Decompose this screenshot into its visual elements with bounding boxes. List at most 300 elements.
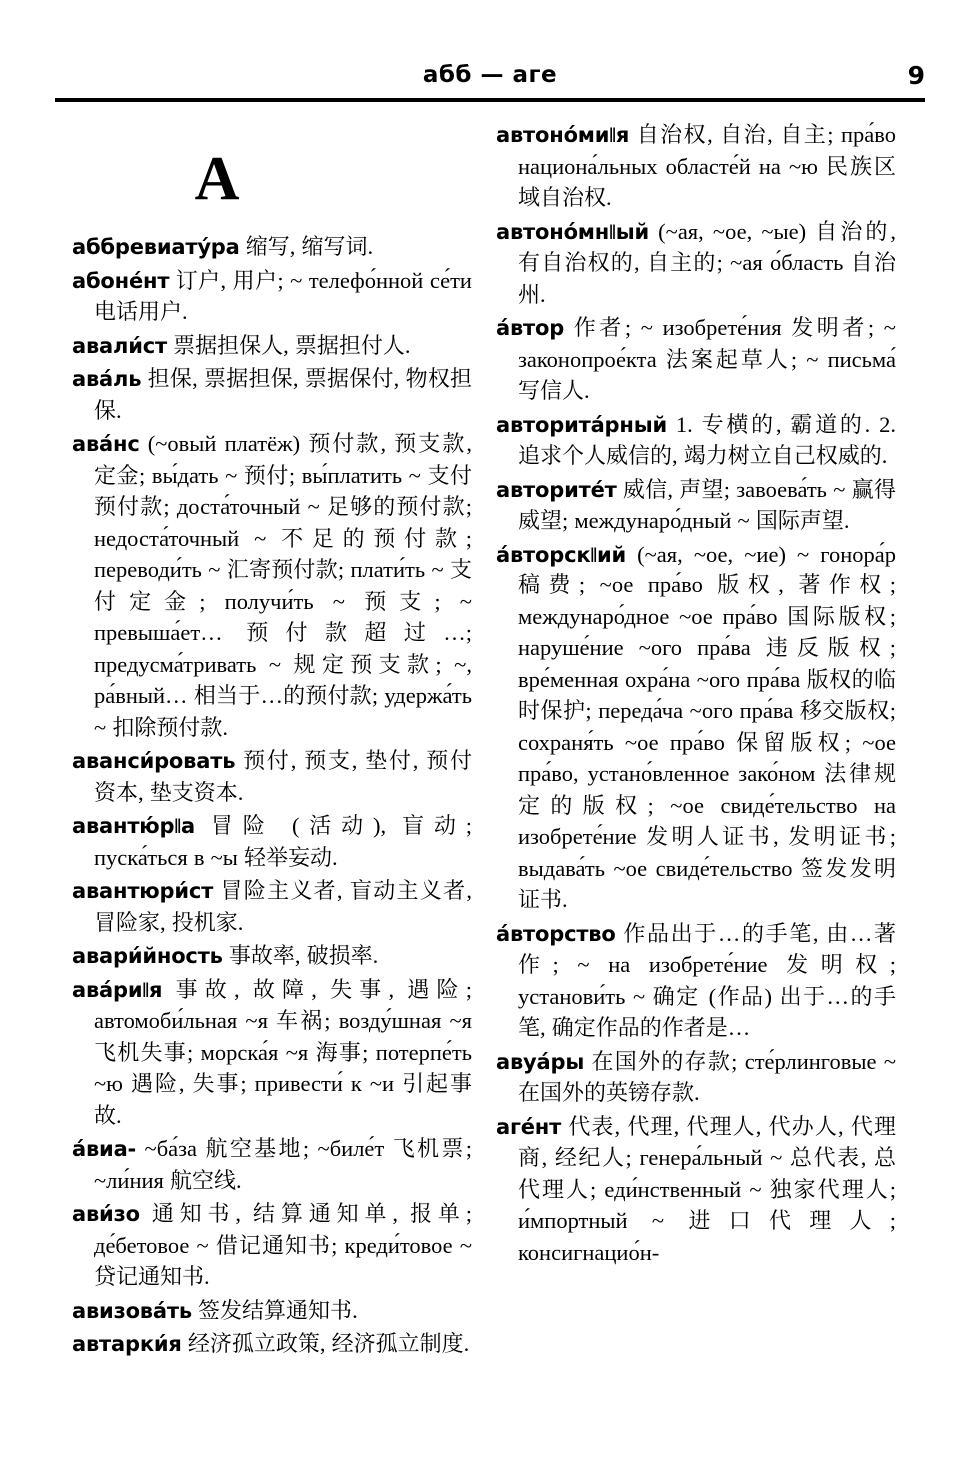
gloss-cn: 的预付款 — [282, 684, 372, 709]
gloss-cn: 作者 — [573, 316, 625, 341]
entry-headword: аге́нт — [496, 1114, 562, 1139]
gloss-ru: , — [138, 779, 150, 805]
gloss-cn: 代理 — [627, 1114, 674, 1140]
gloss-ru: , — [289, 234, 302, 259]
gloss-ru: ; креди́товое ~ — [331, 1232, 472, 1258]
gloss-ru: (~овый платёж) — [147, 431, 309, 456]
gloss-ru: ; доста́точный ~ — [163, 494, 327, 519]
gloss-ru: , — [412, 748, 427, 773]
gloss-ru: ; установи́ть ~ — [518, 952, 896, 1009]
dictionary-entry — [72, 1296, 472, 1328]
dictionary-entry — [496, 919, 896, 1045]
gloss-ru: , — [466, 431, 472, 456]
gloss-cn: 航空基地 — [205, 1137, 303, 1162]
gloss-cn: 代理人 — [686, 1114, 756, 1140]
gloss-ru: ; наруше́ние ~ого пра́ва — [518, 603, 896, 660]
gloss-cn: 报单 — [410, 1202, 466, 1227]
gloss-ru: . 2. — [864, 411, 896, 437]
dictionary-entry — [72, 811, 472, 874]
gloss-cn: 保留版权 — [736, 730, 845, 756]
gloss-ru: ; ~биле́т — [302, 1136, 393, 1161]
gloss-cn: 签发结算通知书 — [198, 1298, 353, 1324]
gloss-ru: ), — [372, 813, 403, 838]
gloss-ru: ; вре́менная охра́на ~ого пра́ва — [518, 635, 896, 692]
gloss-ru: , — [773, 824, 789, 849]
gloss-cn: 汇寄预付款 — [226, 558, 338, 583]
gloss-cn: 预支 — [364, 589, 435, 615]
dictionary-entry — [496, 1047, 896, 1110]
gloss-cn: 破损率 — [306, 944, 373, 969]
gloss-cn: 经济孤立制度 — [331, 1332, 464, 1357]
gloss-ru: ; сохраня́ть ~ое пра́во — [518, 698, 896, 755]
gloss-cn: 飞机失事 — [94, 1040, 188, 1066]
gloss-cn: 发明人证书 — [646, 825, 774, 850]
dictionary-entry — [72, 941, 472, 973]
gloss-cn: 竭力树立自己权威的 — [683, 444, 882, 469]
letter-heading: А — [194, 145, 240, 213]
gloss-ru: , — [292, 366, 305, 391]
gloss-cn: 定金 — [94, 463, 139, 489]
gloss-ru: . — [463, 1331, 470, 1356]
gloss-cn: 票据保付 — [304, 367, 394, 392]
gloss-cn: 自主的 — [646, 251, 717, 276]
gloss-cn: 出于 — [779, 984, 827, 1010]
gloss-ru: ~ба́за — [144, 1136, 206, 1161]
gloss-cn: 票据担付人 — [294, 333, 405, 359]
gloss-ru: , — [755, 1113, 769, 1139]
gloss-ru: ; междунаро́дное ~ое пра́во — [518, 572, 896, 629]
dictionary-entry — [72, 746, 472, 809]
gloss-ru: , — [634, 250, 647, 275]
gloss-ru: ; ~ превыша́ет… — [94, 588, 472, 645]
entry-headword: автарки́я — [72, 1332, 182, 1356]
entry-headword: а́вторство — [496, 921, 616, 946]
gloss-ru: . — [606, 185, 612, 210]
gloss-cn: 总代理人 — [518, 1146, 896, 1203]
gloss-ru: , — [336, 878, 350, 903]
gloss-cn: 国际声望 — [755, 509, 844, 534]
entry-body — [94, 1201, 472, 1289]
gloss-ru: (~ая, ~ое, ~ые) — [658, 218, 816, 244]
gloss-ru: . — [116, 397, 122, 423]
entry-headword: ава́нс — [72, 432, 140, 456]
gloss-ru: ; ~ на изобрете́ние — [552, 952, 787, 977]
gloss-cn: 作品 — [716, 984, 765, 1010]
gloss-ru: ; ~ое пра́во — [578, 572, 718, 597]
gloss-ru: . — [367, 234, 374, 259]
gloss-ru: ; ~ изобрете́ния — [624, 315, 792, 340]
dictionary-entry — [72, 266, 472, 329]
gloss-ru: … — [849, 920, 873, 946]
gloss-ru: ; вы́дать ~ — [138, 462, 244, 488]
dictionary-entry — [496, 1112, 896, 1269]
gloss-cn: 总代表 — [790, 1146, 861, 1171]
gloss-ru: ; привести́ к ~и — [240, 1071, 403, 1096]
gloss-cn: 预付资本 — [94, 749, 473, 806]
dictionary-entry — [496, 313, 896, 408]
gloss-ru: …; предусма́тривать ~ — [94, 620, 472, 677]
gloss-cn: 盲动 — [402, 814, 466, 839]
entry-list-right — [496, 120, 896, 1268]
gloss-ru: ; автомоби́льная ~я — [94, 976, 472, 1033]
gloss-ru: ; морска́я ~я — [187, 1039, 316, 1065]
gloss-ru: 1. — [675, 411, 702, 437]
gloss-ru: ; завоева́ть ~ — [723, 476, 852, 502]
gloss-ru: ; переда́ча ~ого пра́ва — [585, 698, 800, 723]
gloss-cn: 投机家 — [171, 910, 238, 936]
page-number: 9 — [907, 61, 925, 90]
gloss-ru: ; консигнацио́н- — [518, 1208, 896, 1265]
gloss-cn: 担保 — [147, 367, 193, 392]
gloss-ru: ) — [764, 983, 780, 1009]
gloss-cn: 支付预付款 — [94, 463, 472, 520]
entry-body — [94, 366, 472, 423]
gloss-cn: 冒险 — [210, 814, 292, 839]
dictionary-entry — [72, 876, 472, 939]
dictionary-entry — [496, 540, 896, 917]
entry-headword: авантюри́ст — [72, 879, 214, 903]
gloss-cn: 法律规定的版权 — [518, 762, 896, 819]
gloss-cn: 发明权 — [786, 953, 890, 978]
gloss-ru: ; переводи́ть ~ — [94, 525, 472, 582]
gloss-ru: ; сте́рлинговые ~ — [731, 1048, 896, 1074]
gloss-cn: 预付 — [243, 463, 289, 489]
gloss-cn: 在国外的英镑存款 — [518, 1081, 695, 1106]
gloss-ru: , — [294, 943, 307, 968]
gloss-ru: . — [562, 887, 568, 912]
gloss-cn: 自治的 — [815, 219, 891, 245]
entry-body — [518, 542, 896, 913]
gloss-ru: ; удержа́ть ~ — [94, 683, 472, 740]
gloss-cn: 垫支资本 — [149, 780, 238, 806]
gloss-ru: . — [694, 1080, 700, 1105]
gloss-ru: , — [541, 1145, 555, 1170]
gloss-ru: , — [775, 411, 791, 437]
gloss-ru: (~ая, ~ое, ~ие) ~ гонора́р — [637, 541, 897, 567]
gloss-cn: 票据担保人 — [173, 333, 284, 359]
gloss-ru: ; возду́шная ~я — [324, 1008, 472, 1033]
gloss-cn: 确定 — [652, 984, 709, 1010]
headword-divider: ‖ — [590, 542, 598, 567]
column-right — [496, 120, 896, 1268]
gloss-ru: , — [673, 1113, 687, 1139]
gloss-ru: , — [812, 920, 827, 946]
entry-headword: а́втор — [496, 316, 565, 340]
gloss-ru: , — [890, 218, 896, 244]
gloss-cn: 签发发明证书 — [518, 856, 896, 913]
gloss-cn: 失事 — [330, 977, 389, 1003]
gloss-cn: 版权的临时保护 — [518, 667, 896, 724]
gloss-cn: 代理商 — [518, 1114, 896, 1171]
gloss-cn: 轻举妄动 — [244, 845, 333, 871]
gloss-cn: 物权担保 — [94, 367, 473, 424]
gloss-ru: , — [178, 1071, 193, 1096]
gloss-cn: 发明证书 — [788, 825, 890, 850]
gloss-ru: , — [235, 1201, 254, 1226]
gloss-ru: , — [466, 878, 472, 903]
gloss-ru: ; пуска́ться в ~ы — [94, 813, 472, 870]
entry-headword: авуа́ры — [496, 1049, 585, 1074]
gloss-ru: … — [727, 1015, 751, 1040]
gloss-cn: 预付 — [243, 749, 291, 774]
gloss-cn: 预付款超过 — [246, 621, 444, 646]
gloss-ru: ; ~ письма́ — [790, 346, 896, 372]
gloss-ru: . — [584, 378, 590, 403]
dictionary-entry — [72, 364, 472, 427]
entry-body — [246, 234, 373, 259]
gloss-ru: ; плати́ть ~ — [337, 557, 450, 582]
gloss-cn: 经纪人 — [554, 1146, 626, 1171]
gloss-ru: , — [860, 1145, 874, 1170]
gloss-cn: 支付定金 — [94, 558, 472, 615]
gloss-cn: 相当于 — [193, 684, 261, 709]
gloss-ru: ; генера́льный ~ — [625, 1145, 791, 1170]
gloss-cn: 飞机票 — [392, 1137, 466, 1162]
gloss-cn: 霸道的 — [790, 412, 865, 438]
gloss-ru: , — [707, 122, 721, 147]
gloss-cn: 声望 — [679, 477, 724, 503]
gloss-cn: 规定预支款 — [293, 652, 436, 678]
gloss-ru: . — [540, 281, 546, 307]
gloss-cn: 威信 — [622, 477, 668, 503]
gloss-cn: 缩写 — [245, 235, 290, 260]
gloss-ru: , — [351, 748, 366, 773]
gloss-ru: ; получи́ть ~ — [199, 588, 365, 614]
gloss-cn: 电话用户 — [94, 300, 183, 325]
gloss-ru: … — [260, 683, 283, 708]
gloss-ru: ; междунаро́дный ~ — [562, 508, 756, 533]
gloss-cn: 专横的 — [701, 412, 776, 438]
entry-headword: авантю́р‖а — [72, 814, 195, 838]
gloss-cn: 版权 — [717, 573, 779, 598]
gloss-ru: . — [237, 779, 244, 805]
gloss-cn: 通知书 — [151, 1202, 236, 1227]
gloss-ru: , — [380, 431, 395, 456]
gloss-cn: 盲动主义者 — [349, 879, 467, 904]
gloss-ru: , — [767, 122, 781, 147]
gloss-cn: 自治 — [720, 123, 768, 148]
gloss-cn: 自主 — [780, 123, 828, 148]
entry-headword: а́вторск‖ий — [496, 542, 627, 567]
gloss-cn: 稿费 — [518, 573, 579, 598]
gloss-cn: 法案起草人 — [665, 347, 791, 373]
gloss-ru: , — [283, 332, 295, 358]
gloss-cn: 失事 — [192, 1072, 241, 1097]
running-head — [55, 62, 925, 96]
dictionary-entry — [72, 429, 472, 744]
gloss-cn: 事故率 — [228, 944, 295, 969]
gloss-cn: 预支 — [304, 749, 352, 774]
gloss-cn: 冒险家 — [94, 910, 161, 936]
headword-divider: ‖ — [609, 123, 616, 147]
gloss-cn: 作品出于 — [623, 921, 718, 947]
gloss-ru: ; ~ая о́бласть — [716, 250, 851, 275]
headword-divider: ‖ — [142, 977, 149, 1002]
dictionary-entry — [496, 410, 896, 473]
gloss-cn: 贷记通知书 — [94, 1265, 205, 1290]
gloss-ru: . — [881, 443, 888, 468]
gloss-ru: , — [837, 1113, 851, 1139]
gloss-ru: ; пра́во национа́льных областе́й на ~ю — [518, 122, 896, 179]
gloss-ru: . — [237, 909, 244, 935]
gloss-cn: 违反版权 — [765, 636, 890, 661]
gloss-cn: 追求个人威信的 — [518, 444, 673, 469]
column-left — [72, 120, 472, 1361]
gloss-cn: 足够的预付款 — [327, 495, 466, 520]
entry-headword: авизова́ть — [72, 1298, 192, 1323]
gloss-ru: … — [826, 983, 850, 1009]
gloss-cn: 著作 — [518, 921, 896, 978]
gloss-cn: 确定作品的作者是 — [551, 1016, 728, 1041]
gloss-ru: , — [672, 443, 684, 468]
dictionary-entry — [72, 1329, 472, 1361]
gloss-cn: 车祸 — [276, 1009, 325, 1034]
gloss-cn: 独家代理人 — [769, 1177, 890, 1203]
gloss-ru: , — [388, 976, 408, 1002]
dictionary-entry — [72, 1199, 472, 1294]
gloss-ru: ; вы́платить ~ — [288, 462, 428, 488]
entry-body — [94, 431, 472, 740]
gloss-cn: 预支款 — [394, 432, 467, 457]
gloss-cn: 用户 — [232, 268, 278, 294]
gloss-cn: 在国外的存款 — [591, 1049, 732, 1075]
gloss-ru: , — [311, 976, 331, 1002]
entry-headword: а́виа- — [72, 1137, 137, 1161]
entry-body — [188, 1331, 469, 1356]
gloss-cn: 发明者 — [791, 316, 868, 341]
gloss-ru: . — [404, 332, 411, 358]
gloss-ru: . — [332, 844, 338, 870]
gloss-cn: 不足的预付款 — [281, 526, 466, 552]
gloss-ru: , — [392, 1201, 410, 1226]
gloss-cn: 垫付 — [365, 749, 413, 774]
entry-body — [94, 1136, 472, 1193]
gloss-ru: ; недоста́точный ~ — [94, 494, 472, 551]
gloss-ru: ; ~ли́ния — [94, 1136, 472, 1193]
entry-headword: аванси́ровать — [72, 749, 236, 773]
gloss-ru: , — [393, 366, 406, 391]
gloss-ru: , — [220, 267, 233, 293]
gloss-ru: ; потерпе́ть ~ю — [94, 1039, 472, 1096]
dictionary-entry — [496, 475, 896, 538]
entry-body — [518, 1114, 896, 1265]
gloss-ru: , — [614, 1113, 628, 1139]
gloss-cn: 借记通知书 — [215, 1233, 332, 1259]
gloss-cn: 缩写词 — [301, 235, 368, 260]
gloss-ru: ; ~ законопрое́кта — [518, 315, 896, 372]
gloss-cn: 著作权 — [798, 573, 890, 598]
entry-body — [173, 333, 410, 358]
entry-headword: автоно́мн‖ый — [496, 219, 649, 244]
entry-headword: авторите́т — [496, 477, 617, 502]
gloss-ru: , — [192, 366, 205, 391]
gloss-ru: ; еди́нственный ~ — [590, 1176, 770, 1202]
gloss-ru: . — [222, 714, 228, 740]
gloss-ru: ; ~ телефо́нной се́ти — [277, 267, 472, 293]
entry-headword: авторита́рный — [496, 412, 667, 437]
gloss-cn: 代办人 — [768, 1114, 838, 1140]
dictionary-entry — [496, 217, 896, 312]
running-head-title: абб — аге — [422, 62, 558, 88]
gloss-cn: 进口代理人 — [688, 1209, 890, 1234]
gloss-cn: 订户 — [175, 268, 221, 294]
gloss-cn: 的手笔 — [518, 984, 896, 1041]
gloss-ru: , — [160, 909, 172, 935]
gloss-cn: 活动 — [299, 814, 373, 839]
entry-headword: абоне́нт — [72, 268, 170, 293]
gloss-cn: 经济孤立政策 — [187, 1332, 320, 1357]
dictionary-entry — [72, 975, 472, 1133]
gloss-ru: . — [204, 1264, 210, 1289]
gloss-cn: 冒险主义者 — [220, 879, 337, 904]
gloss-ru: . — [352, 1297, 358, 1323]
gloss-ru: ; ~, ра́вный… — [94, 651, 472, 708]
gloss-ru: … — [717, 920, 741, 946]
gloss-ru: , — [290, 748, 305, 773]
gloss-ru: , — [540, 1015, 552, 1040]
gloss-cn: 自治权 — [636, 123, 708, 148]
headword-divider: ‖ — [174, 814, 181, 838]
gloss-cn: 事故 — [175, 977, 234, 1003]
gloss-cn: 由 — [826, 921, 850, 947]
dictionary-entry — [72, 232, 472, 264]
gloss-ru: . — [116, 1102, 122, 1128]
dictionary-entry — [72, 1134, 472, 1197]
header-divider — [55, 98, 925, 102]
entry-headword: авали́ст — [72, 333, 167, 358]
gloss-cn: 的手笔 — [740, 921, 813, 947]
entry-headword: автоно́ми‖я — [496, 123, 630, 147]
entry-body — [229, 943, 378, 968]
gloss-cn: 赢得威望 — [518, 477, 896, 534]
gloss-cn: 航空线 — [170, 1168, 237, 1194]
gloss-cn: 扣除预付款 — [112, 715, 223, 741]
gloss-cn: 结算通知单 — [253, 1202, 393, 1227]
headword-divider: ‖ — [609, 219, 616, 244]
gloss-ru: . — [843, 508, 850, 533]
gloss-cn: 代表 — [568, 1114, 615, 1140]
gloss-cn: 故障 — [252, 977, 312, 1003]
gloss-cn: 有自治权的 — [518, 251, 635, 276]
gloss-ru: , — [233, 976, 253, 1002]
gloss-ru: ; выдава́ть ~ое свиде́тельство — [518, 824, 896, 881]
entry-headword: авари́йность — [72, 944, 223, 968]
gloss-cn: 遇险 — [407, 977, 466, 1003]
dictionary-entry — [72, 331, 472, 363]
gloss-ru: . — [182, 299, 188, 324]
entry-headword: ави́зо — [72, 1202, 140, 1226]
gloss-ru: , — [667, 476, 680, 502]
gloss-cn: 移交版权 — [799, 699, 890, 724]
gloss-ru: , — [778, 572, 799, 597]
gloss-ru: ; ~ое пра́во, устано́вленное зако́ном — [518, 729, 896, 786]
gloss-ru: . — [372, 943, 379, 968]
gloss-ru: . — [236, 1167, 242, 1193]
gloss-ru: ( — [708, 983, 717, 1009]
entry-headword: ава́ри‖я — [72, 977, 163, 1002]
entry-headword: аббревиату́ра — [72, 235, 240, 259]
gloss-cn: 引起事故 — [94, 1072, 472, 1129]
gloss-cn: 国际版权 — [787, 604, 890, 630]
gloss-cn: 写信人 — [518, 379, 585, 404]
gloss-cn: 自治州 — [518, 251, 896, 308]
entry-body — [518, 315, 896, 403]
gloss-ru: , — [319, 1331, 332, 1356]
gloss-ru: ; и́мпортный ~ — [518, 1176, 896, 1233]
gloss-cn: 预付款 — [308, 432, 381, 457]
entry-list-left — [72, 232, 472, 1361]
gloss-ru: ( — [291, 813, 300, 838]
